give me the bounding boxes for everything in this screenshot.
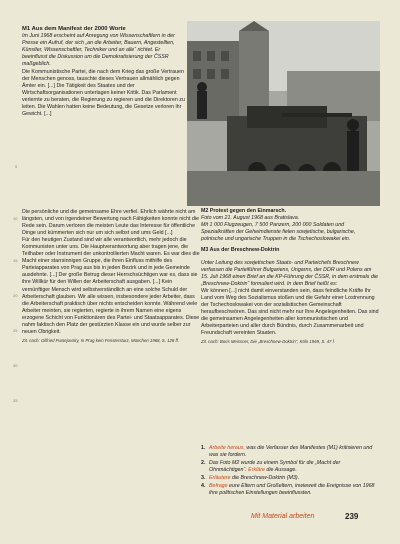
task-text [209,483,379,497]
task-item [201,483,379,497]
m1-paragraph-1: Die Kommunistische Partei, die nach dem Krieg das große Vertrauen der Menschen genoss, tauschte dieses Vertrauen allmählich gegen Ämter ein. [...] Die Tätigkeit des Staates und der Wirtschaftsorganisationen unterlagen keiner Kritik. Das Parlament verlernte zu beraten, die Regierung zu regieren und die Direktoren zu leiten. Die Wahlen hatten keine Bedeutung, die Gesetze verloren ihr Gewicht. [...] [22,68,185,117]
task-text [209,445,379,459]
m1-paragraph-2: Die persönliche und die gemeinsame Ehre verfiel. Ehrlich währte nicht am längsten, und von irgendeiner Bewertung nach Fähigkeiten konnte nicht die Rede sein. Darum verloren die meisten Leute das Interesse für öffentliche Dinge und kümmerten sich nur um sich selbst und ums Geld [...] [22,209,199,237]
task-number: 3. [201,475,206,482]
m1-source: Zit. nach: Gilfried Pustejovsky, In Prag kein Fenstersturz, München 1968, S. 128 ff. [22,337,180,343]
task-item [201,460,379,474]
m1-intro: Im Juni 1968 erscheint auf Anregung von Wissenschaftlern in der Presse ein Aufruf, der sich „an die Arbeiter, Bauern, Angestellten, Künstler, Wissenschaftler, Techniker und an alle“ richtet. Er beeinflusst die Diskussion um die Demokratisierung der ČSSR maßgeblich. [22,33,175,68]
task-body: eure Eltern und Großeltern, inwieweit die Ereignisse von 1968 ihre politischen Einstellungen beeinflussten. [209,483,375,497]
task-text [209,460,379,474]
task-body: Das Foto M2 wurde zu einem Symbol für die „Macht der Ohnmächtigen“. [209,460,341,474]
line-number: 15 [13,258,18,263]
task-number: 1. [201,445,206,451]
task-body-end: die Aussage. [264,467,297,474]
line-number: 35 [13,398,18,403]
task-number: 2. [201,460,206,467]
line-number: 20 [13,293,18,298]
task-body: was die Verfasser des Manifestes (M1) kritisieren und was sie fordern. [209,445,373,459]
task-item [201,475,379,482]
m2-protest-photo [187,21,380,206]
m1-source-column [22,26,186,118]
m3-intro: Unter Leitung des sowjetischen Staats- und Parteichefs Breschnew verfassen die Parteiführer Bulgariens, Ungarns, der DDR und Polens am 15. Juli 1968 einen Brief an die KP-Führung der ČSSR, in dem erstmals die „Breschnew-Doktrin“ formuliert wird. In dem Brief heißt es: [201,259,378,287]
m1-heading: M1 Aus dem Manifest der 2000 Worte [22,26,126,32]
task-list [201,445,379,498]
task-number: 4. [201,483,206,490]
line-number: 30 [13,363,18,368]
task-item [201,445,379,459]
m1-paragraph-3: Für den heutigen Zustand sind wir alle verantwortlich, mehr jedoch die Kommunisten unter uns. Die Hauptverantwortung aber tragen jene, die Teilhaber oder Instrument der unkontrollierten Macht waren. Es war dies die Macht einer starrsinnigen Gruppe, die ihren Einfluss mithilfe des Parteiapparates von Prag aus bis in jeden Bezirk und in jede Gemeinde ausdehnte. [...] Der große Betrug dieser Herrschsüchtigen war es, dass sie ihre Willkür für den Willen der Arbeiterschaft ausgaben. [...] Kein vernünftiger Mensch wird selbstverständlich an eine solche Schuld der Arbeiterschaft glauben. Wir alle wissen, insbesondere jeder Arbeiter, dass die Arbeiterschaft praktisch über nichts entscheiden konnte. Während viele Arbeiter meinten, sie regierten, regierte in ihrem Namen eine eigens erzogene Schicht von Funktionären des Partei- und Staatsapparates. Diese nahm faktisch den Platz der gestürzten Klasse ein und wurde selber zur neuen Obrigkeit. [22,237,200,335]
page-number: 239 [345,512,359,521]
task-text [209,475,299,482]
m2-caption-title: M2 Protest gegen den Einmarsch. [201,208,287,214]
task-operator: Befrage [209,483,228,490]
task-body: die Breschnew-Doktrin (M3). [230,475,300,482]
section-title: Mit Material arbeiten [251,513,315,520]
m2-caption-line1: Foto vom 21. August 1968 aus Bratislava. [201,215,300,222]
task-operator: Erläutere [209,475,231,482]
task-operator: Erkläre [248,467,265,474]
task-operator: Arbeite heraus, [209,445,245,451]
m3-text: Wir können [...] nicht damit einverstanden sein, dass feindliche Kräfte Ihr Land vom Weg des Sozialismus stoßen und die Gefahr einer Lostrennung der Tschechoslowakei von der sozialistischen Gemeinschaft heraufbeschwören. Das sind nicht mehr nur Ihre Angelegenheiten. Das sind die gemeinsamen Angelegenheiten aller kommunistischen und Arbeiterparteien und aller durch Bündnis, durch Zusammenarbeit und Freundschaft vereinten Staaten. [201,287,379,337]
m1-continued [22,209,200,348]
line-number: 10 [13,216,18,221]
m2-caption-line2: Mit 1 000 Flugzeugen, 7 500 Panzern, 200 000 Soldaten und Spezialkräften der Geheimdienste fielen sowjetische, bulgarische, polnische und ungarische Truppen in die Tschechoslowakei ein. [201,222,356,243]
m3-source: Zit. nach: Boris Meissner, Die „Breschnew-Doktrin“, Köln 1969, S. 47 f. [201,339,335,345]
line-number: 5 [15,164,18,169]
m3-heading: M3 Aus der Breschnew-Doktrin [201,247,280,254]
right-column [201,208,379,349]
line-number: 25 [13,328,18,333]
